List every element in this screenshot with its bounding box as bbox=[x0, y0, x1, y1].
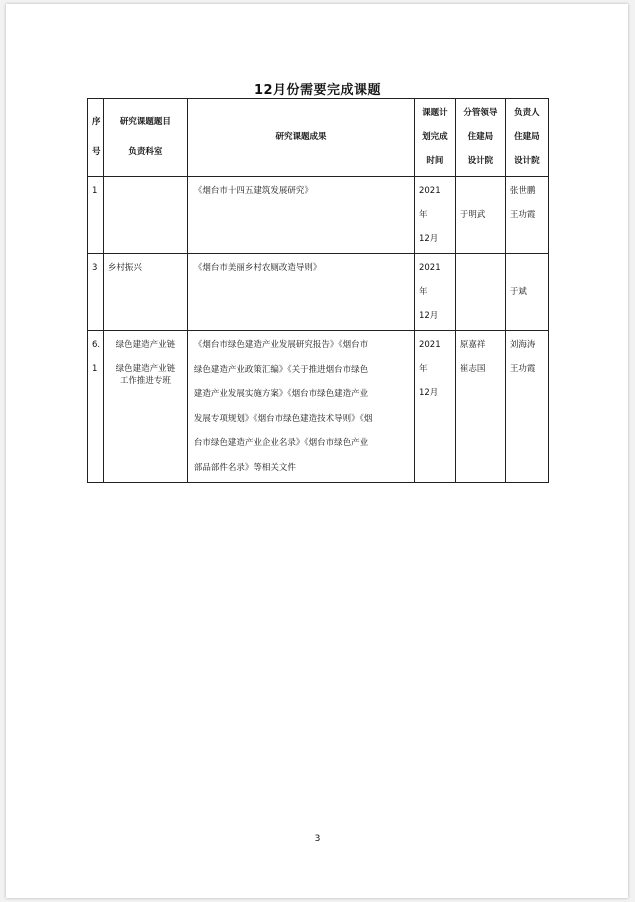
table-row bbox=[88, 331, 549, 483]
cell-time bbox=[414, 177, 455, 254]
cell-time bbox=[414, 331, 455, 483]
cell-line: 《烟台市绿色建造产业发展研究报告》《烟台市 bbox=[193, 340, 369, 350]
cell-topic bbox=[103, 177, 187, 254]
cell-line: 张世鹏 bbox=[509, 186, 536, 196]
table-header-row bbox=[88, 99, 549, 177]
cell-line: 2021 年 bbox=[418, 340, 441, 374]
header-seq-line: 序 bbox=[92, 117, 101, 127]
cell-owner bbox=[505, 177, 548, 254]
tasks-table bbox=[87, 98, 549, 483]
header-time-line: 课题计 bbox=[422, 108, 448, 118]
cell-line: 绿色建造产业链 bbox=[115, 364, 176, 374]
cell-line: 1 bbox=[92, 186, 98, 196]
header-topic-line: 研究课题题目 bbox=[119, 117, 171, 127]
cell-line: 台市绿色建造产业企业名录》《烟台市绿色产业 bbox=[193, 438, 369, 448]
cell-line: 建造产业发展实施方案》《烟台市绿色建造产业 bbox=[193, 389, 369, 399]
cell-result bbox=[187, 331, 414, 483]
cell-result bbox=[187, 177, 414, 254]
cell-topic bbox=[103, 254, 187, 331]
cell-leader bbox=[455, 254, 505, 331]
cell-line: 12月 bbox=[418, 234, 439, 244]
cell-line bbox=[510, 256, 544, 280]
cell-line: 《烟台市美丽乡村农厕改造导则》 bbox=[193, 263, 322, 273]
cell-line: 2021 年 bbox=[418, 186, 441, 220]
header-result bbox=[187, 99, 414, 177]
cell-line: 崔志国 bbox=[459, 364, 486, 374]
table-row bbox=[88, 177, 549, 254]
header-time bbox=[414, 99, 455, 177]
cell-line: 6. bbox=[92, 340, 101, 350]
cell-line: 12月 bbox=[418, 388, 439, 398]
header-seq bbox=[88, 99, 104, 177]
header-leader bbox=[455, 99, 505, 177]
cell-line: 王功霞 bbox=[509, 364, 536, 374]
cell-line: 发展专项规划》《烟台市绿色建造技术导则》《烟 bbox=[193, 413, 373, 424]
header-seq-line: 号 bbox=[92, 147, 101, 157]
cell-line: 《烟台市十四五建筑发展研究》 bbox=[193, 186, 313, 196]
cell-line: 绿色建造产业链 bbox=[115, 340, 176, 350]
cell-result bbox=[187, 254, 414, 331]
cell-leader bbox=[455, 177, 505, 254]
cell-leader bbox=[455, 331, 505, 483]
cell-seq bbox=[88, 254, 104, 331]
cell-line: 原嘉祥 bbox=[459, 340, 486, 350]
page-number: 3 bbox=[314, 834, 321, 844]
header-leader-line: 分管领导 bbox=[463, 108, 498, 118]
header-topic-line: 负责科室 bbox=[128, 147, 163, 157]
cell-line: 刘海涛 bbox=[509, 340, 536, 350]
cell-line: 1 bbox=[92, 364, 98, 374]
cell-line: 绿色建造产业政策汇编》《关于推进烟台市绿色 bbox=[193, 364, 369, 375]
cell-owner bbox=[505, 254, 548, 331]
header-result-label: 研究课题成果 bbox=[275, 132, 327, 142]
header-time-line: 时间 bbox=[426, 156, 444, 166]
cell-owner bbox=[505, 331, 548, 483]
cell-line: 王功霞 bbox=[509, 210, 536, 220]
cell-topic bbox=[103, 331, 187, 483]
cell-time bbox=[414, 254, 455, 331]
header-owner-line: 设计院 bbox=[514, 156, 540, 166]
cell-line: 乡村振兴 bbox=[107, 263, 142, 273]
header-topic bbox=[103, 99, 187, 177]
header-owner bbox=[505, 99, 548, 177]
table-row bbox=[88, 254, 549, 331]
header-leader-line: 住建局 bbox=[467, 132, 494, 142]
cell-line: 部品部件名录》等相关文件 bbox=[193, 462, 296, 473]
cell-line: 2021 年 bbox=[418, 263, 441, 297]
header-leader-line: 设计院 bbox=[467, 156, 494, 166]
cell-line: 于斌 bbox=[509, 287, 527, 297]
cell-line: 工作推进专班 bbox=[119, 376, 171, 386]
cell-seq bbox=[88, 177, 104, 254]
cell-seq bbox=[88, 331, 104, 483]
cell-line: 于明武 bbox=[459, 210, 486, 220]
cell-line: 3 bbox=[92, 263, 98, 273]
document-title: 12月份需要完成课题 bbox=[253, 83, 382, 98]
cell-line bbox=[460, 179, 501, 203]
header-owner-line: 住建局 bbox=[514, 132, 540, 142]
header-time-line: 划完成 bbox=[422, 132, 448, 142]
cell-line: 12月 bbox=[418, 311, 439, 321]
header-owner-line: 负责人 bbox=[514, 108, 540, 118]
